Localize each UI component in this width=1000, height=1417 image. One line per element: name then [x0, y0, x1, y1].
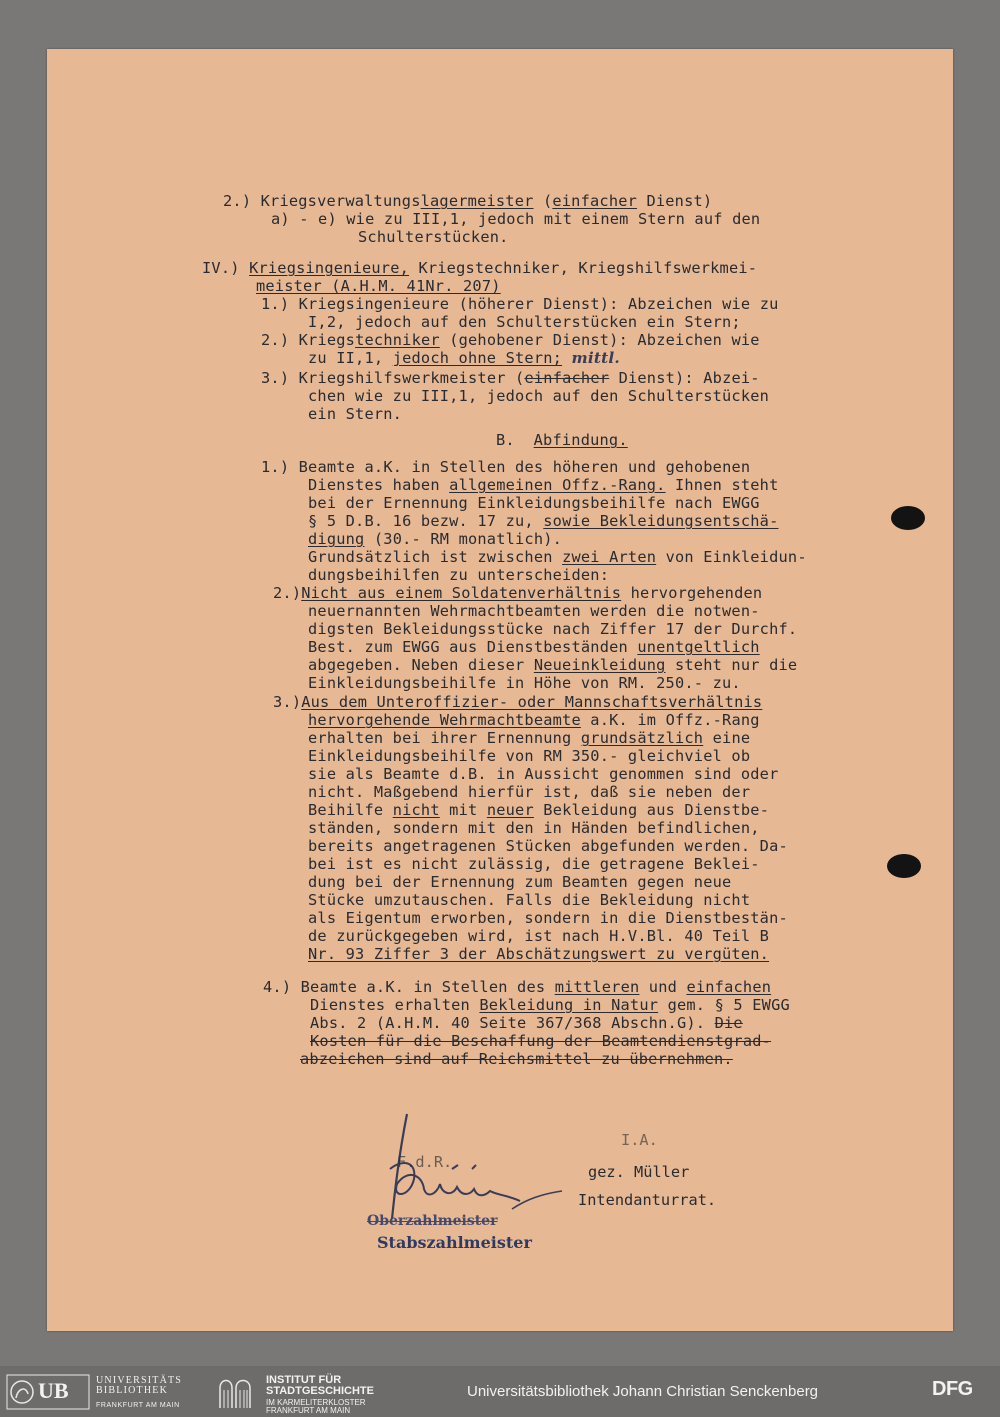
- text-segment: sie als Beamte d.B. in Aussicht genommen sind oder: [308, 765, 779, 783]
- text-segment: Kriegstechniker, Kriegshilfswerkmei-: [409, 259, 758, 277]
- text-segment: Einkleidungsbeihilfe von RM 350.- gleichviel ob: [308, 747, 751, 765]
- text-line: [308, 349, 620, 367]
- text-segment: und: [639, 978, 687, 996]
- rank-stamp: Stabszahlmeister: [377, 1233, 532, 1252]
- text-line: [308, 711, 760, 729]
- text-segment: abzeichen sind auf Reichsmittel zu übernehmen.: [300, 1050, 733, 1068]
- text-segment: jedoch ohne Stern;: [392, 349, 563, 367]
- text-line: [308, 476, 779, 494]
- text-line: [261, 331, 760, 349]
- text-segment: bei der Ernennung Einkleidungsbeihilfe nach EWGG: [308, 494, 760, 512]
- text-line: [308, 945, 769, 963]
- text-line: [308, 638, 760, 656]
- document-page: [47, 49, 953, 1331]
- text-line: [308, 747, 750, 765]
- text-line: [308, 855, 760, 873]
- ub-line-1: UNIVERSITÄTS: [96, 1375, 183, 1386]
- text-segment: mittleren: [554, 978, 640, 996]
- text-line: [308, 548, 807, 566]
- text-segment: 3.): [273, 693, 302, 711]
- text-segment: Abs. 2 (A.H.M. 40 Seite 367/368 Abschn.G).: [310, 1014, 715, 1032]
- isg-line-3: IM KARMELITERKLOSTER: [266, 1398, 366, 1407]
- text-segment: dung bei der Ernennung zum Beamten gegen neue: [308, 873, 732, 891]
- text-segment: Neueinkleidung: [533, 656, 666, 674]
- text-line: [202, 259, 757, 277]
- text-segment: grundsätzlich: [580, 729, 704, 747]
- text-segment: 4.) Beamte a.K. in Stellen des: [263, 978, 555, 996]
- text-line: [256, 277, 501, 295]
- text-line: [263, 978, 771, 996]
- text-line: [310, 1032, 771, 1050]
- footer-title: Universitätsbibliothek Johann Christian Senckenberg: [467, 1383, 819, 1400]
- text-segment: Dienst): [637, 192, 713, 210]
- text-line: [358, 228, 509, 246]
- text-line: [308, 494, 760, 512]
- text-line: [271, 210, 760, 228]
- text-segment: 2.): [273, 584, 302, 602]
- text-segment: Die: [714, 1014, 743, 1032]
- text-segment: neuernannten Wehrmachtbeamten werden die notwen-: [308, 602, 760, 620]
- text-segment: als Eigentum erworben, sondern in die Dienstbestän-: [308, 909, 788, 927]
- text-line: [308, 387, 769, 405]
- text-segment: Einkleidungsbeihilfe in Höhe von RM. 250.- zu.: [308, 674, 741, 692]
- signed-name: gez. Müller: [588, 1163, 690, 1181]
- text-segment: einfachen: [686, 978, 772, 996]
- isg-line-1: INSTITUT FÜR: [266, 1374, 342, 1386]
- text-segment: nicht. Maßgebend hierfür ist, daß sie neben der: [308, 783, 751, 801]
- viewer-footer: [0, 1366, 1000, 1417]
- text-line: [308, 405, 402, 423]
- text-segment: techniker: [355, 331, 440, 349]
- text-segment: nicht: [392, 801, 440, 819]
- text-line: [261, 458, 750, 476]
- text-segment: neuer: [486, 801, 534, 819]
- text-segment: B.: [496, 431, 534, 449]
- text-segment: bereits angetragenen Stücken abgefunden werden. Da-: [308, 837, 788, 855]
- text-segment: Nicht aus einem Soldatenverhältnis: [301, 584, 622, 602]
- handwritten-annotation: mittl.: [571, 349, 620, 367]
- text-segment: allgemeinen Offz.-Rang.: [449, 476, 666, 494]
- text-segment: a) - e) wie zu III,1, jedoch mit einem Stern auf den: [271, 210, 761, 228]
- text-segment: gem. § 5 EWGG: [658, 996, 790, 1014]
- text-line: [310, 1014, 743, 1032]
- text-segment: hervorgehende Wehrmachtbeamte: [308, 711, 581, 729]
- text-line: [496, 431, 628, 449]
- isg-logo-icon: [216, 1374, 256, 1410]
- text-line: [310, 996, 790, 1014]
- text-segment: hervorgehenden: [621, 584, 763, 602]
- text-line: [223, 192, 712, 210]
- text-line: [308, 530, 562, 548]
- text-segment: digung: [308, 530, 365, 548]
- text-line: [308, 729, 750, 747]
- text-segment: Dienstes haben: [308, 476, 450, 494]
- ub-monogram: UB: [38, 1378, 69, 1403]
- text-line: [308, 656, 797, 674]
- text-segment: Schulterstücken.: [358, 228, 509, 246]
- isg-subtitle: [266, 1399, 366, 1415]
- text-segment: von Einkleidun-: [656, 548, 807, 566]
- text-segment: einfacher: [524, 369, 610, 387]
- text-line: [308, 909, 788, 927]
- text-line: [308, 837, 788, 855]
- text-line: [308, 602, 760, 620]
- text-segment: a.K. im Offz.-Rang: [580, 711, 760, 729]
- text-segment: Ihnen steht: [665, 476, 779, 494]
- dfg-logo: DFG: [932, 1378, 973, 1400]
- text-segment: lagermeister: [420, 192, 534, 210]
- text-segment: unentgeltlich: [637, 638, 760, 656]
- text-line: [261, 369, 760, 387]
- text-line: [308, 620, 797, 638]
- text-segment: abgegeben. Neben dieser: [308, 656, 534, 674]
- text-line: [308, 512, 779, 530]
- text-segment: (30.- RM monatlich).: [364, 530, 563, 548]
- text-segment: IV.): [202, 259, 250, 277]
- text-segment: Dienst): Abzei-: [609, 369, 760, 387]
- text-segment: Beihilfe: [308, 801, 393, 819]
- text-segment: Kosten für die Beschaffung der Beamtendienstgrad-: [310, 1032, 772, 1050]
- text-line: [308, 891, 750, 909]
- text-line: [261, 295, 779, 313]
- text-line: [308, 566, 609, 584]
- text-segment: 3.) Kriegshilfswerkmeister (: [261, 369, 525, 387]
- punch-hole-bottom: [887, 854, 921, 878]
- text-segment: ständen, sondern mit den in Händen befindlichen,: [308, 819, 760, 837]
- text-segment: meister (A.H.M. 41Nr. 207): [256, 277, 501, 295]
- text-segment: Kriegsingenieure,: [249, 259, 410, 277]
- text-segment: I,2, jedoch auf den Schulterstücken ein Stern;: [308, 313, 741, 331]
- text-line: [273, 584, 762, 602]
- signer-title: Intendanturrat.: [578, 1191, 717, 1209]
- text-line: [273, 693, 762, 711]
- isg-name: [266, 1375, 374, 1397]
- text-segment: ein Stern.: [308, 405, 403, 423]
- text-segment: 2.) Kriegs: [261, 331, 356, 349]
- text-line: [308, 674, 741, 692]
- text-segment: Bekleidung aus Dienstbe-: [533, 801, 770, 819]
- isg-line-2: STADTGESCHICHTE: [266, 1385, 374, 1397]
- text-segment: (gehobener Dienst): Abzeichen wie: [439, 331, 760, 349]
- fdr-label: F.d.R.: [397, 1153, 453, 1171]
- text-line: [308, 765, 778, 783]
- text-segment: Bekleidung in Natur: [479, 996, 659, 1014]
- text-line: [308, 873, 731, 891]
- text-segment: 1.) Beamte a.K. in Stellen des höheren und gehobenen: [261, 458, 751, 476]
- text-segment: erhalten bei ihrer Ernennung: [308, 729, 581, 747]
- text-segment: sowie Bekleidungsentschä-: [543, 512, 779, 530]
- isg-line-4: FRANKFURT AM MAIN: [266, 1406, 351, 1415]
- ub-line-3: FRANKFURT AM MAIN: [96, 1402, 180, 1409]
- ub-line-2: BIBLIOTHEK: [96, 1385, 168, 1396]
- text-segment: bei ist es nicht zulässig, die getragene Beklei-: [308, 855, 760, 873]
- text-segment: 2.) Kriegsverwaltungs: [223, 192, 421, 210]
- text-segment: digsten Bekleidungsstücke nach Ziffer 17 der Durchf.: [308, 620, 798, 638]
- text-segment: mit: [439, 801, 487, 819]
- text-segment: eine: [703, 729, 751, 747]
- punch-hole-top: [891, 506, 925, 530]
- text-line: [308, 927, 769, 945]
- text-segment: Nr. 93 Ziffer 3 der Abschätzungswert zu vergüten.: [308, 945, 770, 963]
- text-segment: zwei Arten: [562, 548, 657, 566]
- text-segment: steht nur die: [665, 656, 798, 674]
- text-segment: dungsbeihilfen zu unterscheiden:: [308, 566, 610, 584]
- text-segment: zu II,1,: [308, 349, 393, 367]
- text-line: [300, 1050, 733, 1068]
- text-segment: 1.) Kriegsingenieure (höherer Dienst): Abzeichen wie zu: [261, 295, 779, 313]
- ia-label: I.A.: [621, 1131, 658, 1149]
- text-segment: de zurückgegeben wird, ist nach H.V.Bl. 40 Teil B: [308, 927, 770, 945]
- text-segment: Aus dem Unteroffizier- oder Mannschaftsverhältnis: [301, 693, 763, 711]
- text-segment: Grundsätzlich ist zwischen: [308, 548, 563, 566]
- text-segment: chen wie zu III,1, jedoch auf den Schulterstücken: [308, 387, 770, 405]
- text-line: [308, 819, 760, 837]
- text-segment: Best. zum EWGG aus Dienstbeständen: [308, 638, 638, 656]
- text-segment: Dienstes erhalten: [310, 996, 480, 1014]
- struck-stamp: Oberzahlmeister: [367, 1213, 498, 1229]
- text-segment: (: [533, 192, 553, 210]
- ub-name: [96, 1376, 182, 1396]
- text-segment: Stücke umzutauschen. Falls die Bekleidung nicht: [308, 891, 751, 909]
- text-segment: einfacher: [552, 192, 638, 210]
- text-line: [308, 783, 750, 801]
- text-segment: § 5 D.B. 16 bezw. 17 zu,: [308, 512, 544, 530]
- text-line: [308, 313, 741, 331]
- text-line: [308, 801, 769, 819]
- text-segment: Abfindung.: [533, 431, 628, 449]
